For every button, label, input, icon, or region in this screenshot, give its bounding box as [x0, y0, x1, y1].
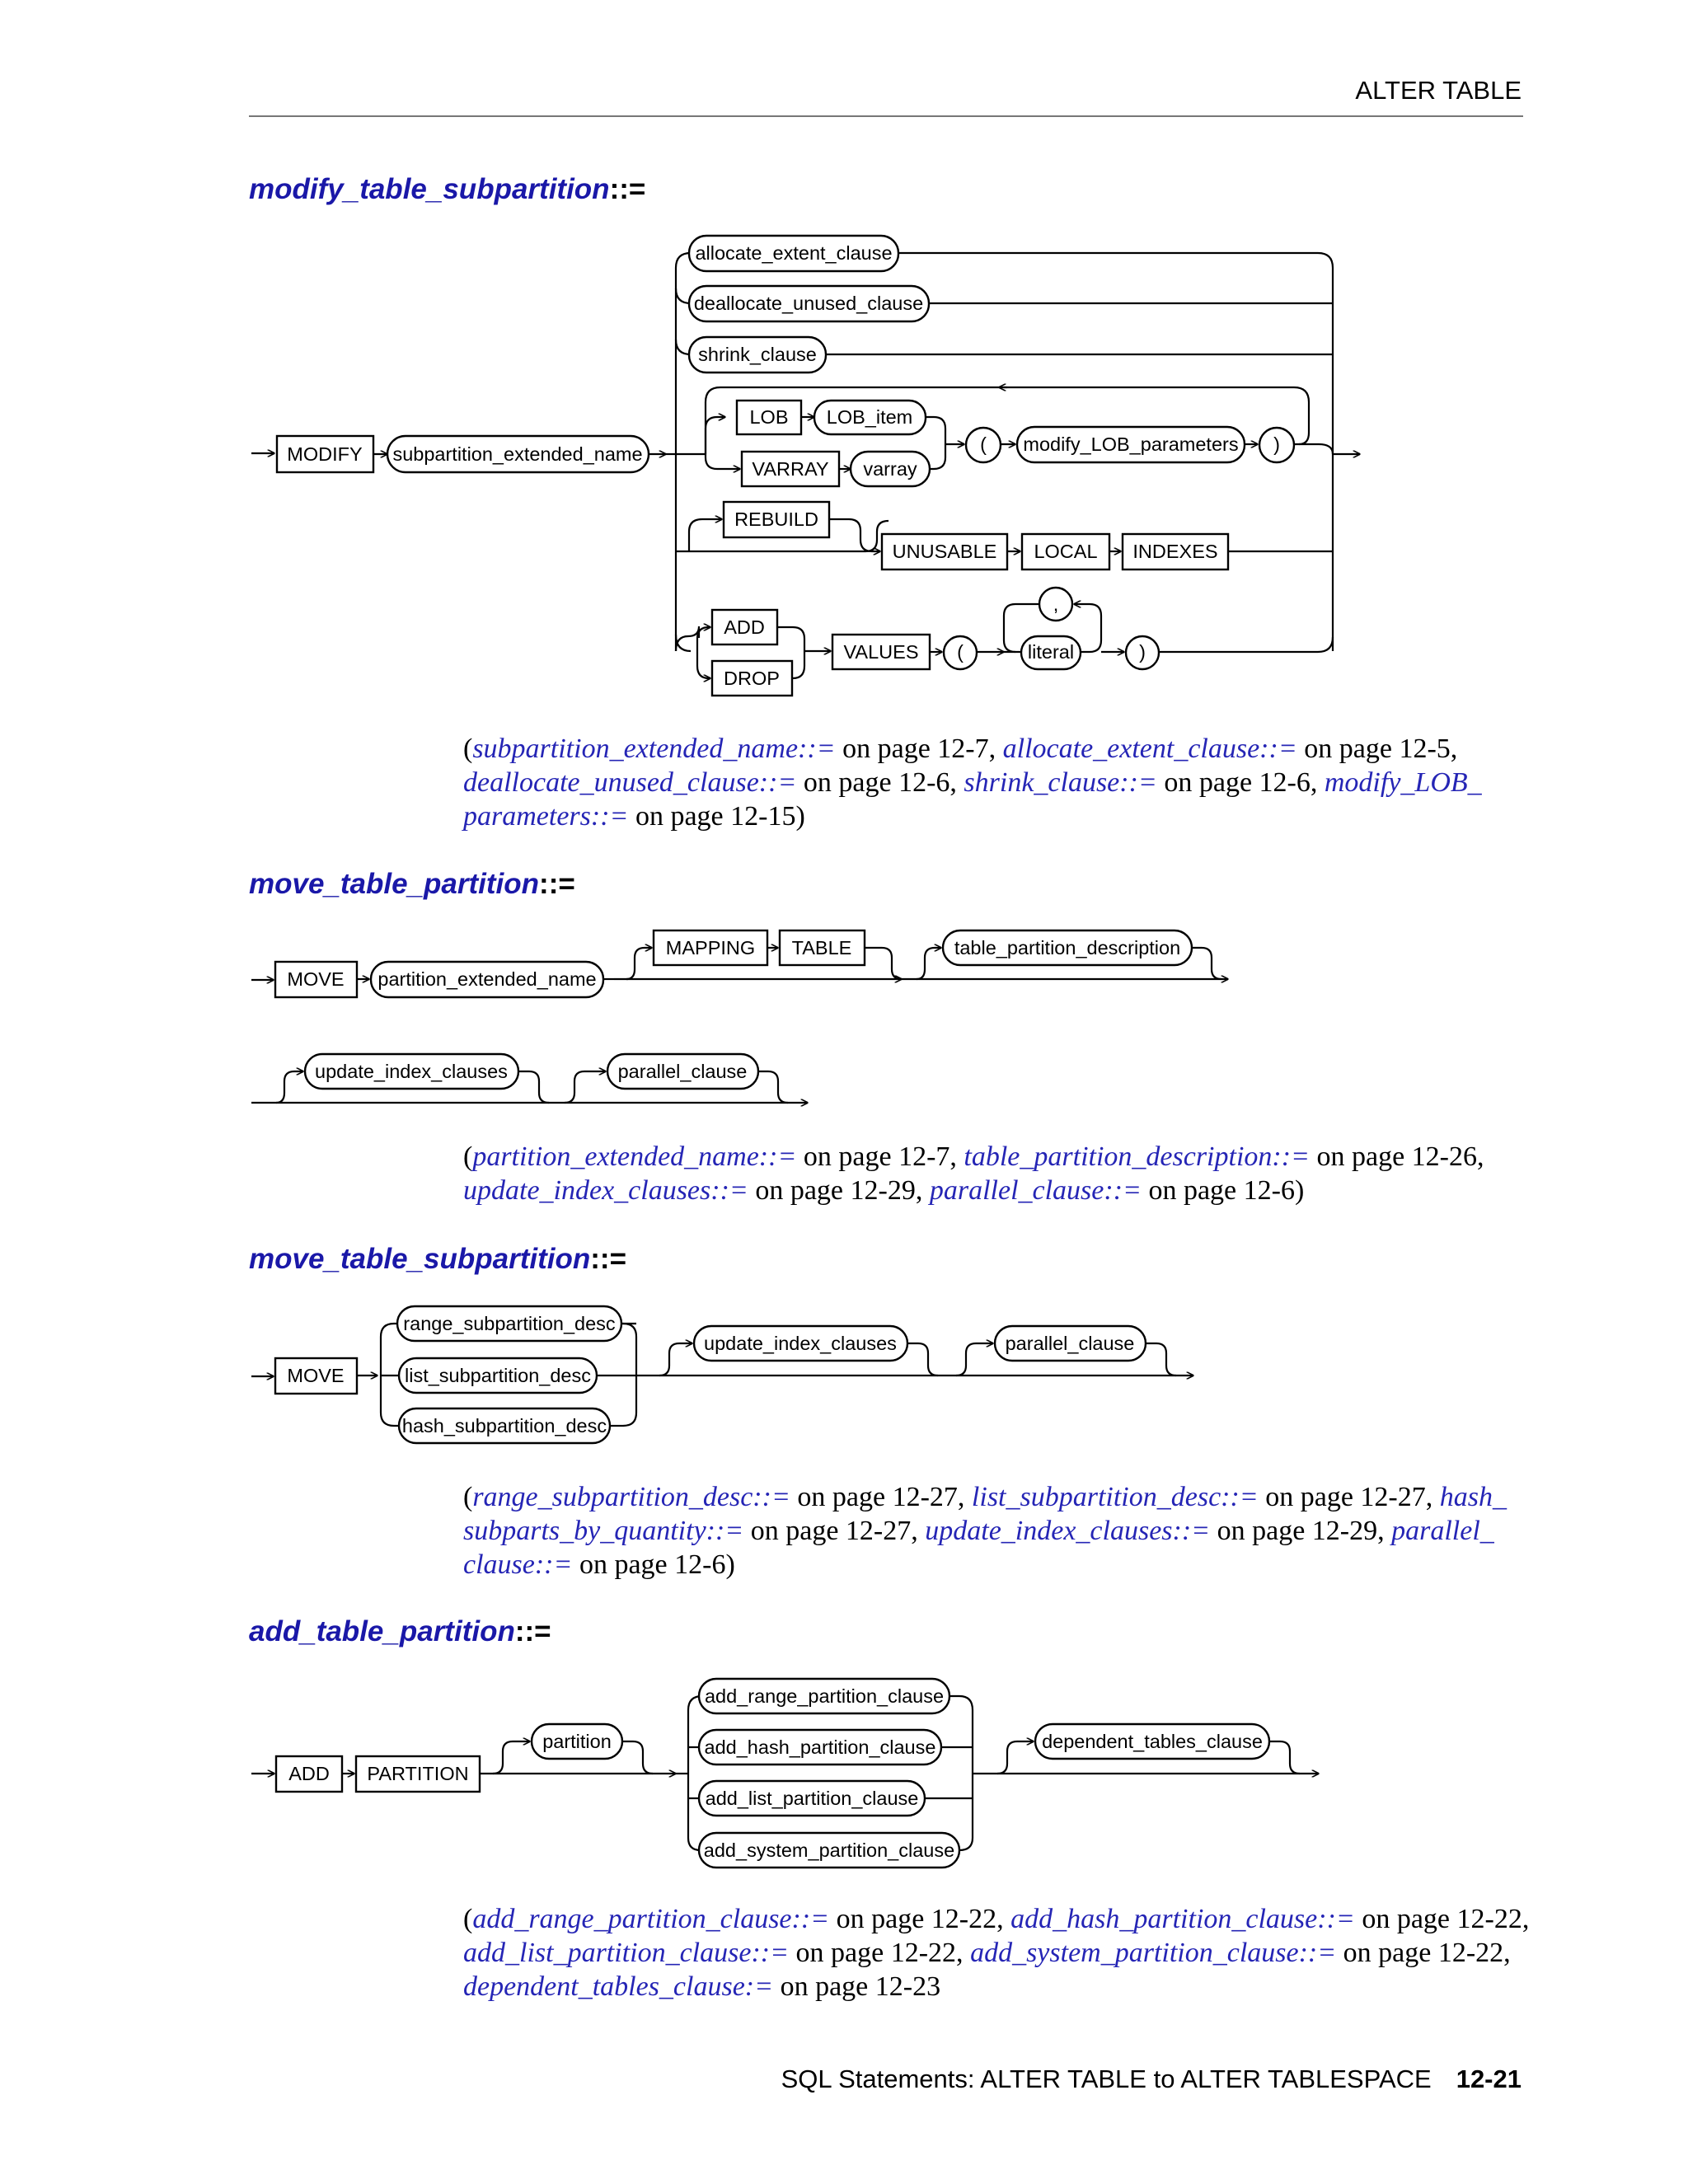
ref-link[interactable]: add_range_partition_clause::=	[472, 1904, 830, 1934]
diagram-add-table-partition	[251, 1679, 1319, 1868]
svg-text:ADD: ADD	[288, 1763, 330, 1784]
svg-text:DROP: DROP	[724, 668, 780, 689]
references-0: (subpartition_extended_name::= on page 12-7, allocate_extent_clause::= on page 12-5, deallocate_unused_clause::= on page 12-6, shrink_clause::= on page 12-6, modify_LOB_ parameters::= on page 12-15)	[463, 733, 1482, 832]
svg-text:update_index_clauses: update_index_clauses	[315, 1061, 508, 1082]
ref-link[interactable]: list_subpartition_desc::=	[971, 1482, 1259, 1512]
svg-text:MAPPING: MAPPING	[665, 937, 756, 958]
references-1: (partition_extended_name::= on page 12-7, table_partition_description::= on page 12-26, update_index_clauses::= on page 12-29, parallel_clause::= on page 12-6)	[463, 1141, 1484, 1206]
svg-text:): )	[1273, 434, 1280, 455]
ref-link[interactable]: subpartition_extended_name::=	[472, 733, 836, 764]
svg-text:MOVE: MOVE	[287, 968, 345, 990]
ref-link[interactable]: deallocate_unused_clause::=	[463, 767, 797, 798]
ref-link[interactable]: add_system_partition_clause::=	[970, 1938, 1337, 1968]
section-title-move-table-partition: move_table_partition::=	[249, 868, 575, 900]
svg-text:MODIFY: MODIFY	[287, 443, 363, 465]
svg-text:parallel_clause: parallel_clause	[617, 1061, 748, 1082]
svg-text:(: (	[980, 434, 987, 455]
svg-text:hash_subpartition_desc: hash_subpartition_desc	[401, 1415, 607, 1436]
diagram-move-table-partition	[251, 930, 1228, 1103]
svg-text:LOCAL: LOCAL	[1034, 541, 1098, 562]
section-title-add-table-partition: add_table_partition::=	[249, 1615, 551, 1647]
svg-text:partition_extended_name: partition_extended_name	[377, 968, 597, 990]
ref-link[interactable]: partition_extended_name::=	[472, 1141, 797, 1172]
section-title-modify-table-subpartition: modify_table_subpartition::=	[249, 173, 646, 205]
svg-text:VARRAY: VARRAY	[752, 458, 829, 480]
ref-link[interactable]: parallel_clause::=	[929, 1175, 1142, 1206]
svg-text:partition: partition	[542, 1731, 612, 1752]
ref-link[interactable]: modify_LOB_ parameters::=	[463, 767, 1482, 832]
ref-link[interactable]: update_index_clauses::=	[463, 1175, 748, 1206]
svg-text:list_subpartition_desc: list_subpartition_desc	[405, 1365, 591, 1386]
ref-link[interactable]: allocate_extent_clause::=	[1002, 733, 1297, 764]
svg-text:): )	[1139, 641, 1146, 663]
svg-text:,: ,	[1053, 593, 1059, 615]
svg-text:table_partition_description: table_partition_description	[954, 937, 1181, 958]
svg-text:UNUSABLE: UNUSABLE	[892, 541, 997, 562]
svg-text:ADD: ADD	[724, 616, 765, 638]
section-title-move-table-subpartition: move_table_subpartition::=	[249, 1243, 627, 1275]
svg-text:VALUES: VALUES	[843, 641, 919, 663]
svg-text:add_hash_partition_clause: add_hash_partition_clause	[704, 1736, 936, 1758]
references-2: (range_subpartition_desc::= on page 12-27, list_subpartition_desc::= on page 12-27, hash_ subparts_by_quantity::= on page 12-27, update_index_clauses::= on page 12-29, parallel_ clause::= on page 12-6)	[463, 1482, 1507, 1580]
svg-text:(: (	[957, 641, 964, 663]
svg-text:allocate_extent_clause: allocate_extent_clause	[695, 242, 893, 264]
ref-link[interactable]: add_list_partition_clause::=	[463, 1938, 790, 1968]
ref-link[interactable]: shrink_clause::=	[964, 767, 1157, 798]
svg-text:add_system_partition_clause: add_system_partition_clause	[703, 1840, 955, 1861]
diagram-modify-table-subpartition	[251, 236, 1360, 696]
page-footer: SQL Statements: ALTER TABLE to ALTER TABLESPACE 12-21	[781, 2064, 1522, 2093]
diagram-move-table-subpartition	[251, 1306, 1193, 1443]
svg-text:literal: literal	[1027, 641, 1075, 663]
svg-text:dependent_tables_clause: dependent_tables_clause	[1042, 1731, 1263, 1752]
svg-text:parallel_clause: parallel_clause	[1005, 1333, 1135, 1354]
page-number: 12-21	[1456, 2064, 1522, 2093]
ref-link[interactable]: table_partition_description::=	[964, 1141, 1310, 1172]
ref-link[interactable]: add_hash_partition_clause::=	[1010, 1904, 1355, 1934]
svg-text:range_subpartition_desc: range_subpartition_desc	[403, 1313, 616, 1334]
ref-link[interactable]: parallel_ clause::=	[463, 1516, 1494, 1580]
svg-text:modify_LOB_parameters: modify_LOB_parameters	[1023, 434, 1239, 455]
svg-text:LOB: LOB	[749, 406, 789, 428]
ref-link[interactable]: update_index_clauses::=	[925, 1516, 1211, 1546]
running-header: ALTER TABLE	[1355, 76, 1522, 105]
references-3: (add_range_partition_clause::= on page 12-22, add_hash_partition_clause::= on page 12-22, add_list_partition_clause::= on page 12-22, add_system_partition_clause::= on page 12-22, dependent_tables_clause:= on page 12-23	[463, 1904, 1530, 2002]
svg-text:MOVE: MOVE	[287, 1365, 345, 1386]
ref-link[interactable]: hash_ subparts_by_quantity::=	[463, 1482, 1507, 1546]
svg-text:add_range_partition_clause: add_range_partition_clause	[704, 1685, 945, 1707]
svg-text:REBUILD: REBUILD	[734, 509, 818, 530]
svg-text:INDEXES: INDEXES	[1132, 541, 1218, 562]
svg-text:add_list_partition_clause: add_list_partition_clause	[705, 1788, 919, 1809]
ref-link[interactable]: range_subpartition_desc::=	[472, 1482, 790, 1512]
svg-text:PARTITION: PARTITION	[367, 1763, 469, 1784]
svg-text:update_index_clauses: update_index_clauses	[704, 1333, 897, 1354]
svg-text:deallocate_unused_clause: deallocate_unused_clause	[693, 293, 924, 314]
svg-text:LOB_item: LOB_item	[826, 406, 913, 428]
svg-text:shrink_clause: shrink_clause	[698, 344, 817, 365]
svg-text:subpartition_extended_name: subpartition_extended_name	[392, 443, 643, 465]
svg-text:TABLE: TABLE	[791, 937, 852, 958]
svg-text:varray: varray	[863, 458, 917, 480]
ref-link[interactable]: dependent_tables_clause:=	[463, 1971, 774, 2002]
